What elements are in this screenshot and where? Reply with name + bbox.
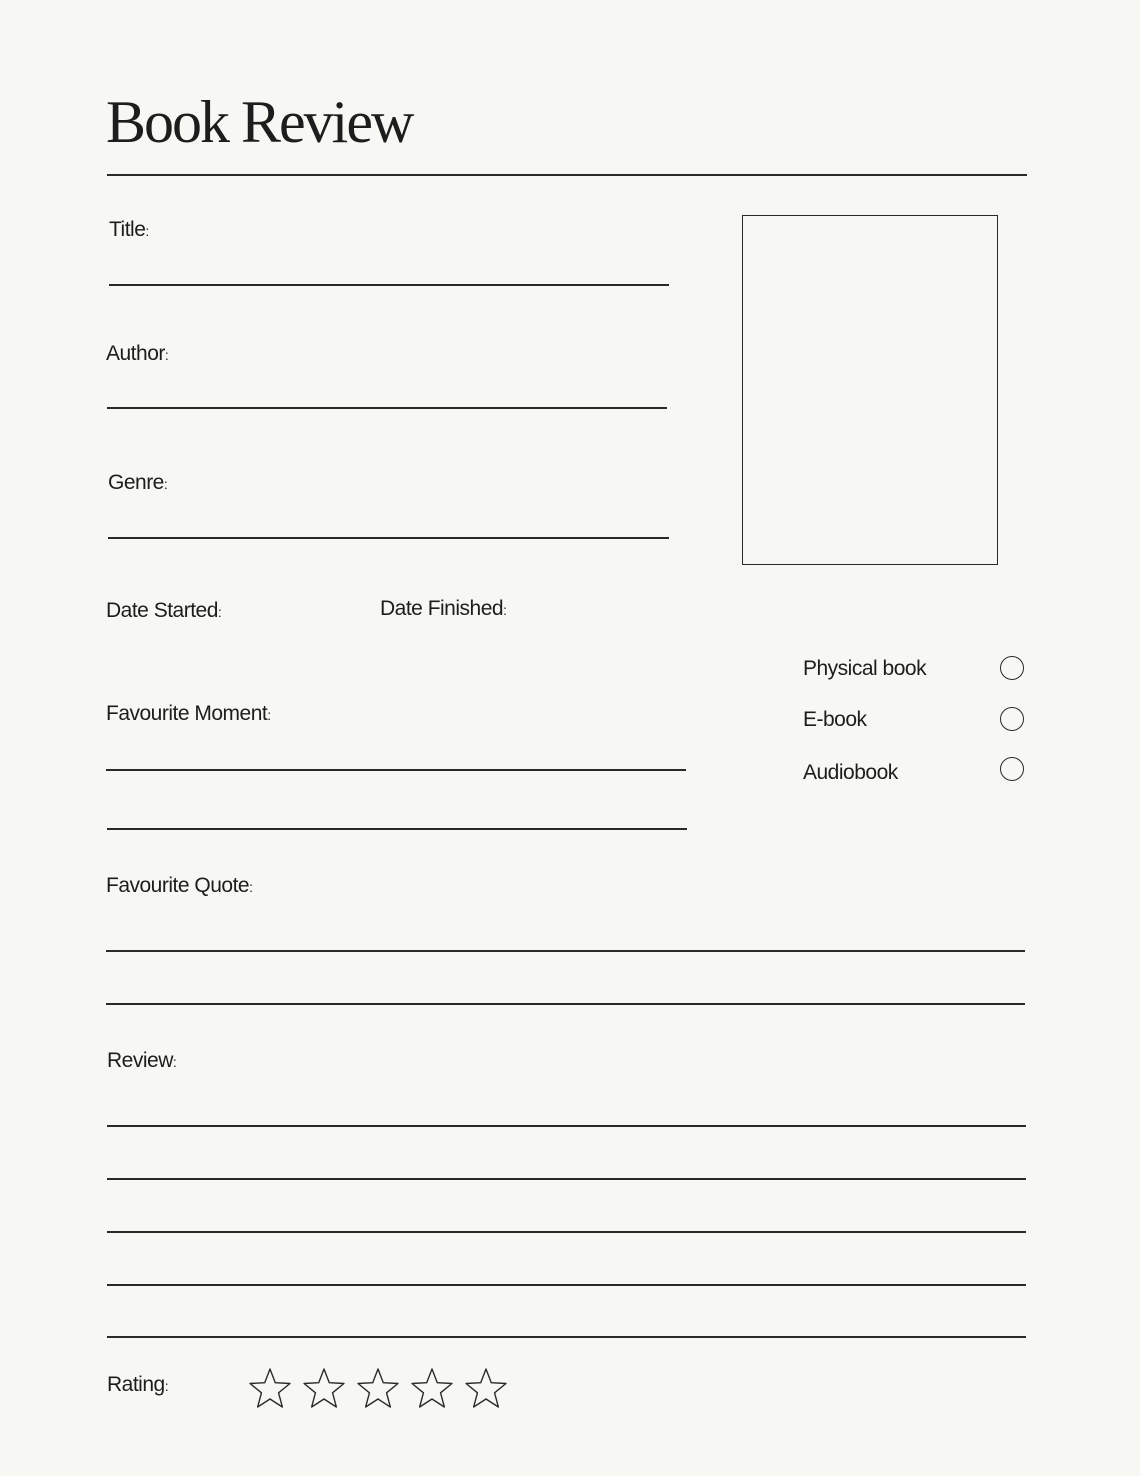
favourite-quote-line-2[interactable]: [106, 1003, 1025, 1005]
review-line-1[interactable]: [107, 1125, 1026, 1127]
date-finished-label: Date Finished:: [380, 597, 507, 620]
format-audiobook-radio[interactable]: [1000, 757, 1024, 781]
review-line-5[interactable]: [107, 1336, 1026, 1338]
title-input-line[interactable]: [109, 284, 669, 286]
favourite-moment-line-2[interactable]: [107, 828, 687, 830]
review-line-4[interactable]: [107, 1284, 1026, 1286]
title-label: Title:: [109, 218, 149, 241]
format-ebook-label: E-book: [803, 708, 867, 731]
format-physical-radio[interactable]: [1000, 656, 1024, 680]
review-line-3[interactable]: [107, 1231, 1026, 1233]
star-icon[interactable]: [464, 1366, 508, 1410]
star-icon[interactable]: [248, 1366, 292, 1410]
author-input-line[interactable]: [107, 407, 667, 409]
favourite-moment-label: Favourite Moment:: [106, 702, 271, 725]
star-icon[interactable]: [410, 1366, 454, 1410]
format-ebook-radio[interactable]: [1000, 707, 1024, 731]
review-label: Review:: [107, 1049, 177, 1072]
rating-label: Rating:: [107, 1373, 169, 1396]
format-audiobook-label: Audiobook: [803, 761, 898, 784]
genre-input-line[interactable]: [108, 537, 669, 539]
date-started-label: Date Started:: [106, 599, 222, 622]
author-label: Author:: [106, 342, 169, 365]
book-cover-box[interactable]: [742, 215, 998, 565]
favourite-quote-line-1[interactable]: [106, 950, 1025, 952]
genre-label: Genre:: [108, 471, 168, 494]
title-divider: [107, 174, 1027, 176]
favourite-quote-label: Favourite Quote:: [106, 874, 253, 897]
favourite-moment-line-1[interactable]: [106, 769, 686, 771]
star-icon[interactable]: [302, 1366, 346, 1410]
rating-stars: [248, 1366, 508, 1410]
format-physical-label: Physical book: [803, 657, 927, 680]
star-icon[interactable]: [356, 1366, 400, 1410]
review-line-2[interactable]: [107, 1178, 1026, 1180]
page-title: Book Review: [106, 89, 413, 155]
